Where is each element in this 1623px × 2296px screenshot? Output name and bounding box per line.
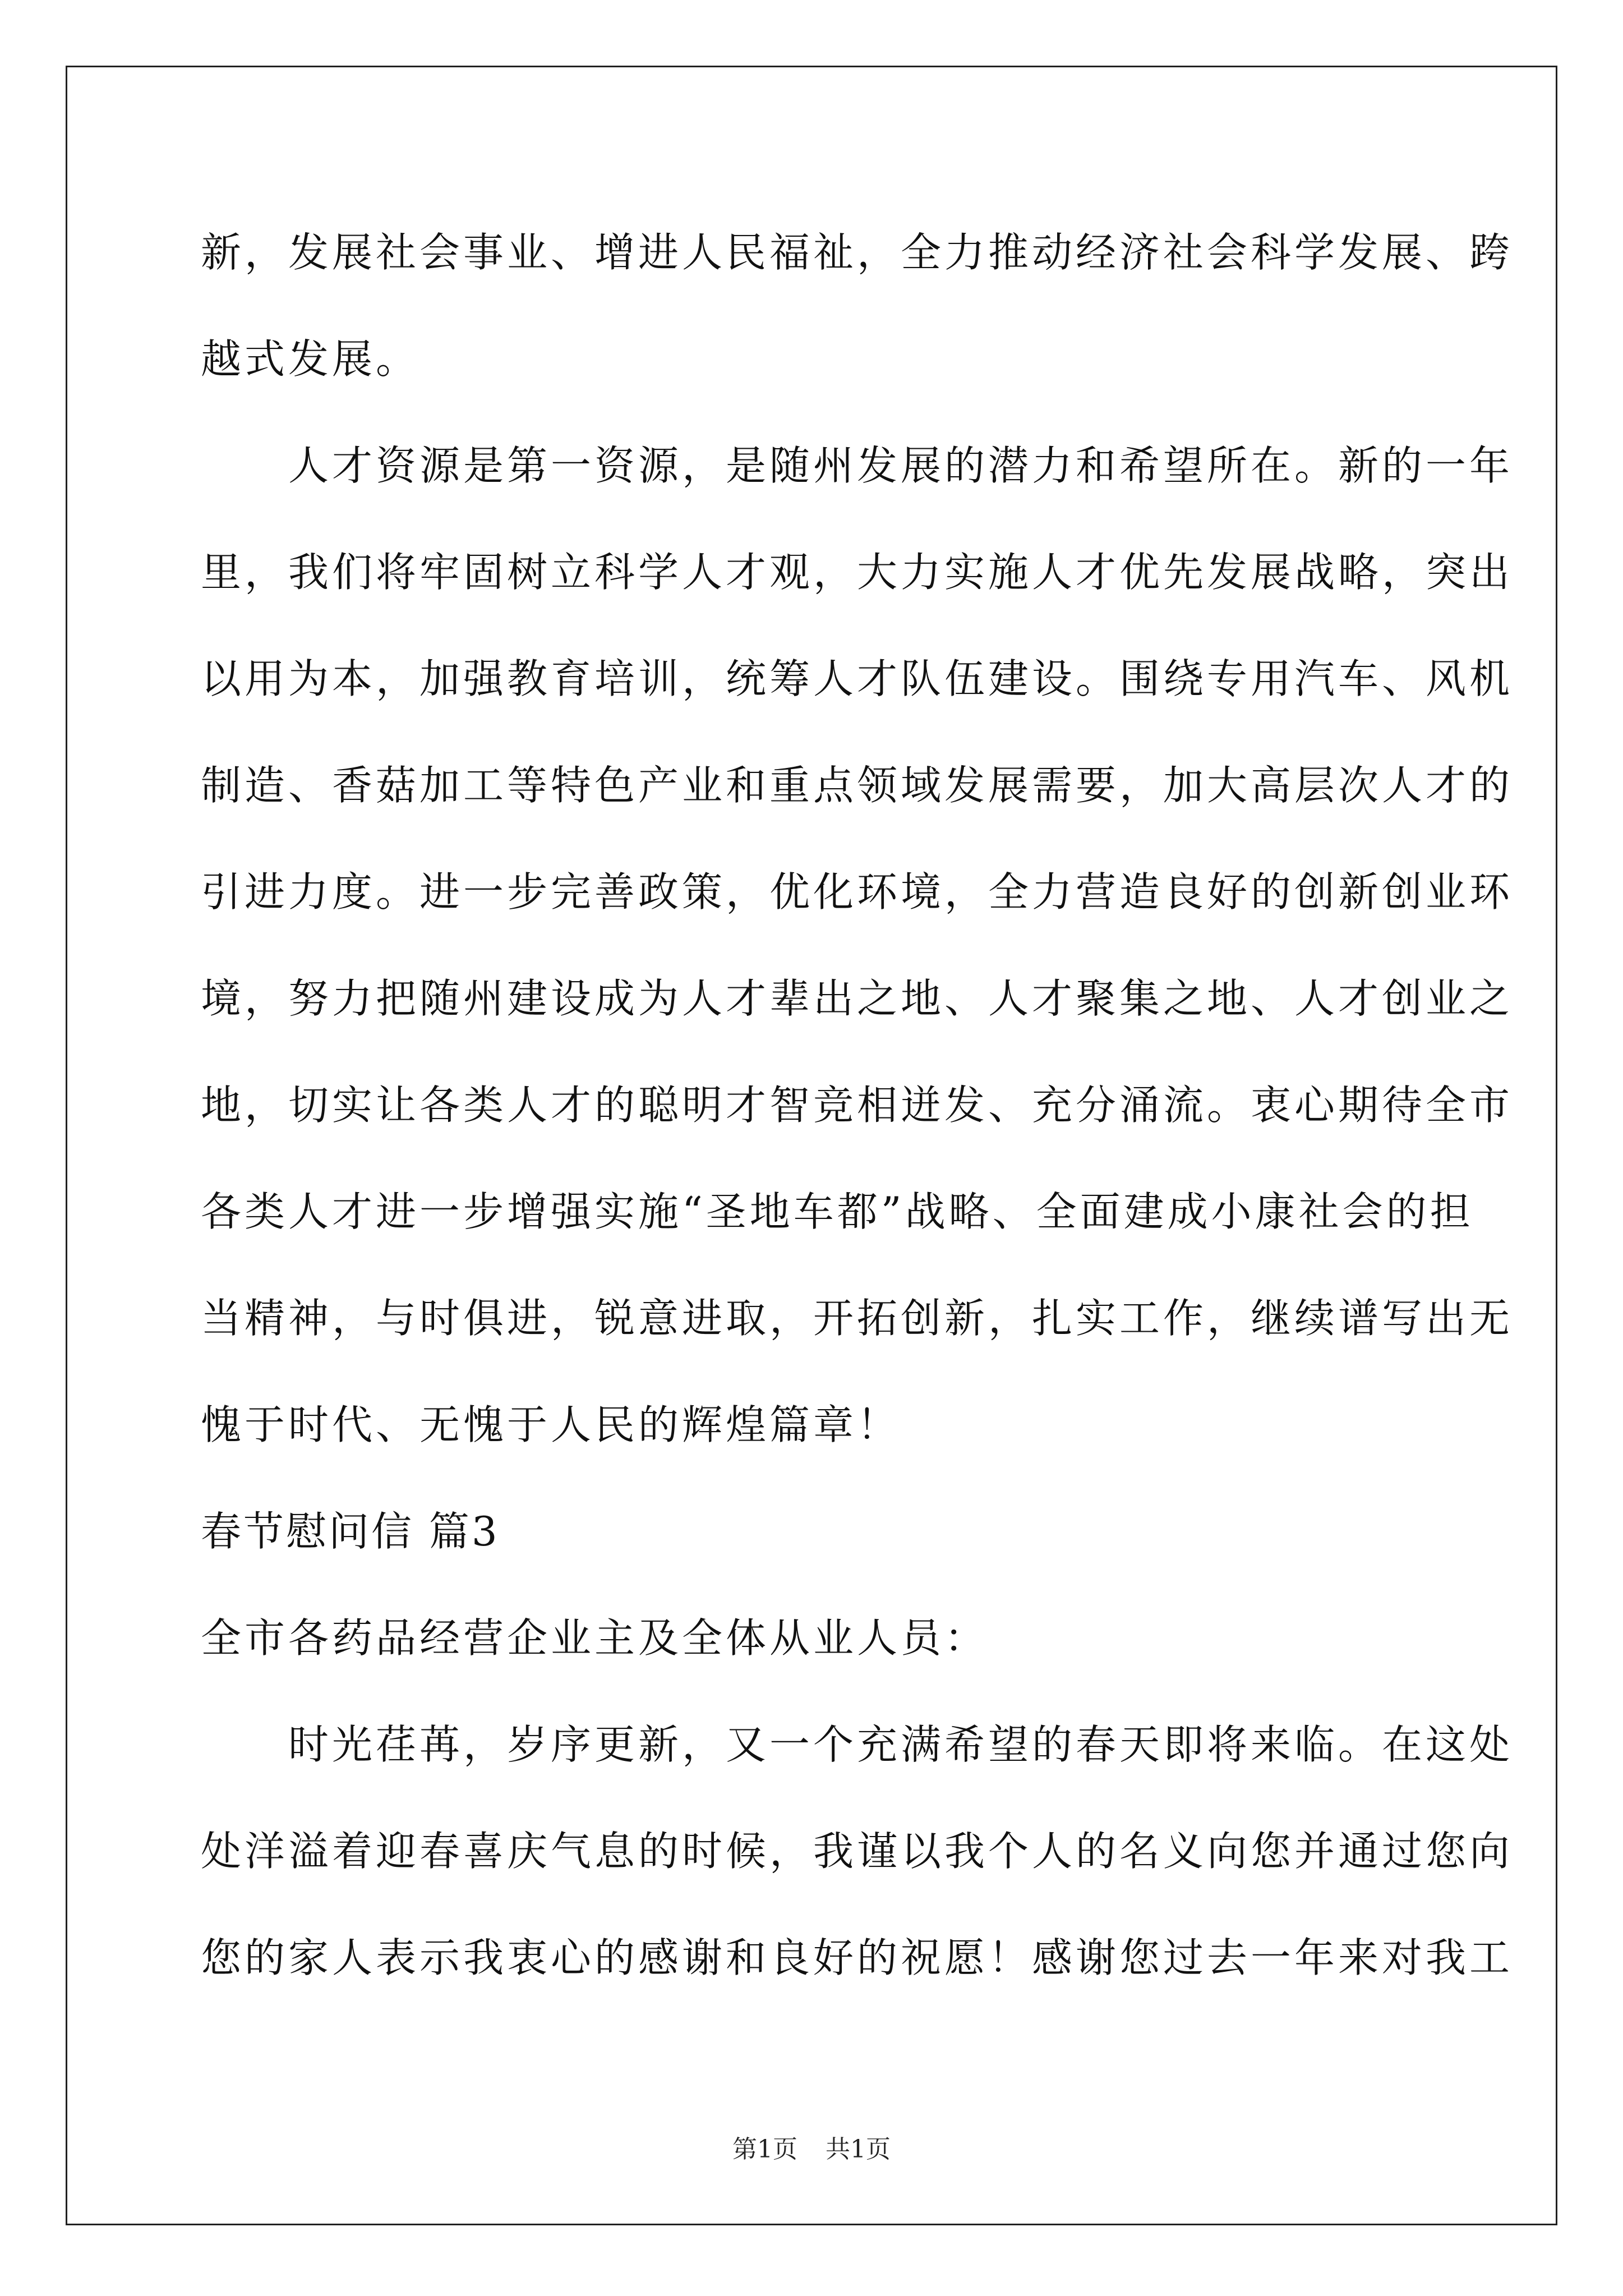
section-heading: 春节慰问信 篇3 (201, 1508, 500, 1555)
text-line: 各类人才进一步增强实施“圣地车都”战略、全面建成小康社会的担 (201, 1188, 1474, 1235)
page-footer (0, 2129, 1623, 2165)
text-line: 愧于时代、无愧于人民的辉煌篇章！ (201, 1401, 901, 1448)
text-line: 新，发展社会事业、增进人民福祉，全力推动经济社会科学发展、跨 (201, 229, 1514, 276)
document-body (201, 202, 1514, 2014)
text-line: 引进力度。进一步完善政策，优化环境，全力营造良好的创新创业环 (201, 868, 1514, 915)
text-line: 您的家人表示我衷心的感谢和良好的祝愿！感谢您过去一年来对我工 (201, 1934, 1514, 1981)
text-line: 以用为本，加强教育培训，统筹人才队伍建设。围绕专用汽车、风机 (201, 655, 1514, 702)
text-line: 当精神，与时俱进，锐意进取，开拓创新，扎实工作，继续谱写出无 (201, 1295, 1514, 1342)
salutation: 全市各药品经营企业主及全体从业人员： (201, 1614, 989, 1662)
text-line: 时光荏苒，岁序更新，又一个充满希望的春天即将来临。在这处 (201, 1721, 1514, 1768)
page-total: 共1页 (826, 2135, 891, 2164)
text-line: 里，我们将牢固树立科学人才观，大力实施人才优先发展战略，突出 (201, 549, 1514, 596)
text-line: 地，切实让各类人才的聪明才智竞相迸发、充分涌流。衷心期待全市 (201, 1082, 1514, 1129)
text-line: 人才资源是第一资源，是随州发展的潜力和希望所在。新的一年 (201, 442, 1514, 489)
page-number: 第1页 (732, 2135, 797, 2164)
text-line: 制造、香菇加工等特色产业和重点领域发展需要，加大高层次人才的 (201, 762, 1514, 809)
text-line: 处洋溢着迎春喜庆气息的时候，我谨以我个人的名义向您并通过您向 (201, 1828, 1514, 1875)
text-line: 境，努力把随州建设成为人才辈出之地、人才聚集之地、人才创业之 (201, 975, 1514, 1022)
text-line: 越式发展。 (201, 335, 420, 383)
